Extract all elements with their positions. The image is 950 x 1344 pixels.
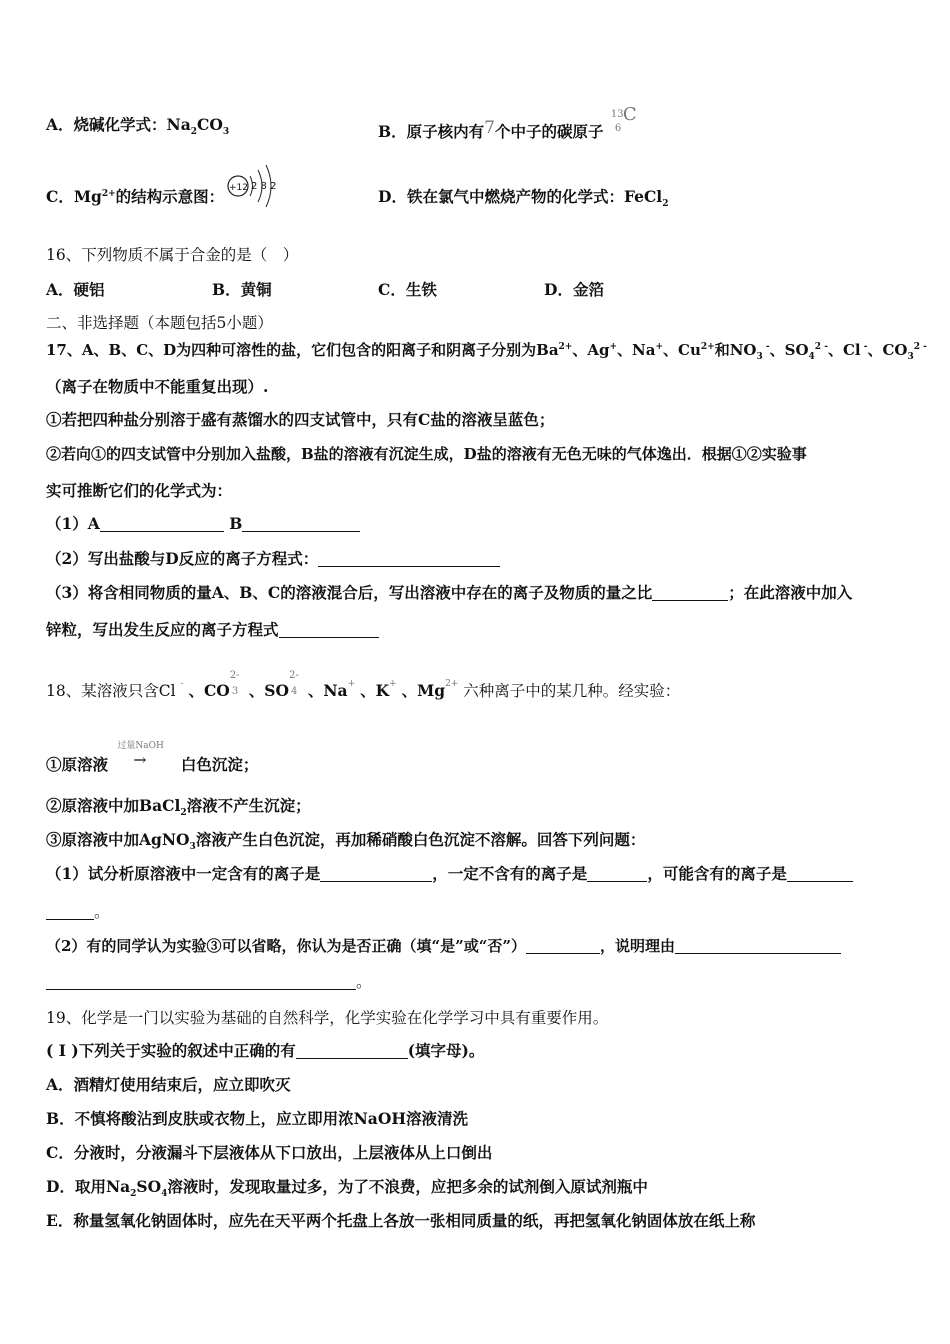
q18-reason-blank-cont[interactable] — [46, 973, 356, 990]
q17-condition-2: ②若向①的四支试管中分别加入盐酸，B盐的溶液有沉淀生成，D盐的溶液有无色无味的气体逸出．根据①②实验事 — [46, 445, 807, 463]
q17-sub3-cont: 锌粒，写出发生反应的离子方程式 — [46, 620, 379, 640]
q16-option-a: A．硬铝 — [46, 280, 105, 299]
section-title: 二、非选择题（本题包括5小题） — [46, 314, 273, 332]
q17-condition-2-cont: 实可推断它们的化学式为： — [46, 481, 233, 500]
q18-possible-ions-blank-cont[interactable] — [46, 903, 94, 920]
q17-sub1: （1）A B — [46, 514, 360, 534]
q19-option-e: E．称量氢氧化钠固体时，应先在天平两个托盘上各放一张相同质量的纸，再把氢氧化钠固体放在纸上称 — [46, 1211, 756, 1230]
svg-text:2 8 2: 2 8 2 — [251, 181, 276, 192]
q17-answer-b-blank[interactable] — [242, 515, 360, 532]
q17-ratio-blank[interactable] — [652, 584, 728, 601]
q18-stem: 18、某溶液只含Cl - 、CO 2- 3 、SO 2- 4 、Na+ 、K+ 、$Mg^{2+}$ 六种离子中的某几种。经实验： — [46, 670, 681, 700]
q18-possible-ions-blank[interactable] — [787, 865, 853, 882]
q19-option-a: A．酒精灯使用结束后，应立即吹灭 — [46, 1075, 291, 1094]
carbon-isotope-notation: 13 6 C — [610, 104, 637, 134]
q18-reason-blank[interactable] — [675, 937, 841, 954]
q18-sub1-cont: 。 — [46, 902, 110, 922]
q17-equation-blank[interactable] — [318, 550, 500, 567]
q17-stem: 17、A、B、C、D为四种可溶性的盐，它们包含的阳离子和阴离子分别为$Ba^{2+}$、Ag+、Na+、$Cu^{2+}$和$NO_3$ -、$SO_4^{2 -}$、Cl -、$CO_3^{2 -}$ — [46, 341, 927, 362]
q17-sub3: （3）将含相同物质的量A、B、C的溶液混合后，写出溶液中存在的离子及物质的量之比 ；在此溶液中加入 — [46, 583, 853, 602]
q19-part1: ( I )下列关于实验的叙述中正确的有 (填字母)。 — [46, 1041, 485, 1060]
q18-experiment-2: ②原溶液中加BaCl$_2$溶液不产生沉淀； — [46, 796, 311, 819]
q15-option-b: B．原子核内有7个中子的碳原子 13 6 C — [378, 104, 637, 141]
q19-option-b: B．不慎将酸沾到皮肤或衣物上，应立即用浓NaOH溶液清洗 — [46, 1109, 468, 1128]
q19-option-c: C．分液时，分液漏斗下层液体从下口放出，上层液体从上口倒出 — [46, 1143, 493, 1162]
q17-sub2: （2）写出盐酸与D反应的离子方程式： — [46, 549, 500, 569]
q15-option-c: C．$Mg^{2+}$的结构示意图： — [46, 187, 225, 206]
q18-sub2-cont: 。 — [46, 972, 372, 992]
q18-sub1: （1）试分析原溶液中一定含有的离子是 ，一定不含有的离子是 ，可能含有的离子是 — [46, 864, 853, 884]
q16-option-c: C．生铁 — [378, 280, 437, 299]
q16-option-b: B．黄铜 — [212, 280, 272, 299]
q18-sub2: （2）有的同学认为实验③可以省略，你认为是否正确（填“是”或“否”） ，说明理由 — [46, 936, 841, 956]
q18-experiment-3: ③原溶液中加AgNO$_3$溶液产生白色沉淀，再加稀硝酸白色沉淀不溶解。回答下列问题： — [46, 830, 646, 853]
q19-option-d: D．取用$Na_2SO_4$溶液时，发现取量过多，为了不浪费，应把多余的试剂倒入原试剂瓶中 — [46, 1177, 648, 1200]
q19-answer-blank[interactable] — [296, 1042, 408, 1059]
q17-zinc-equation-blank[interactable] — [279, 621, 379, 638]
q18-experiment-1: ①原溶液 过量NaOH → 白色沉淀； — [46, 741, 259, 774]
q18-yes-no-blank[interactable] — [526, 937, 600, 954]
q18-absent-ions-blank[interactable] — [587, 865, 647, 882]
mg-ion-structure-diagram — [226, 164, 276, 210]
q19-stem: 19、化学是一门以实验为基础的自然科学，化学实验在化学学习中具有重要作用。 — [46, 1009, 609, 1027]
q17-note: （离子在物质中不能重复出现）. — [46, 377, 269, 396]
reaction-arrow: 过量NaOH → — [117, 741, 164, 769]
q16-option-d: D．金箔 — [544, 280, 604, 299]
svg-text:+12: +12 — [229, 183, 248, 193]
q15-option-a: A．烧碱化学式：$Na_2CO_3$ — [46, 115, 230, 138]
q16-stem: 16、下列物质不属于合金的是（ ） — [46, 246, 299, 264]
q18-present-ions-blank[interactable] — [320, 865, 432, 882]
q17-condition-1: ①若把四种盐分别溶于盛有蒸馏水的四支试管中，只有C盐的溶液呈蓝色； — [46, 410, 555, 429]
q17-answer-a-blank[interactable] — [100, 515, 224, 532]
q15-option-d: D．铁在氯气中燃烧产物的化学式：FeCl$_2$ — [378, 187, 669, 210]
